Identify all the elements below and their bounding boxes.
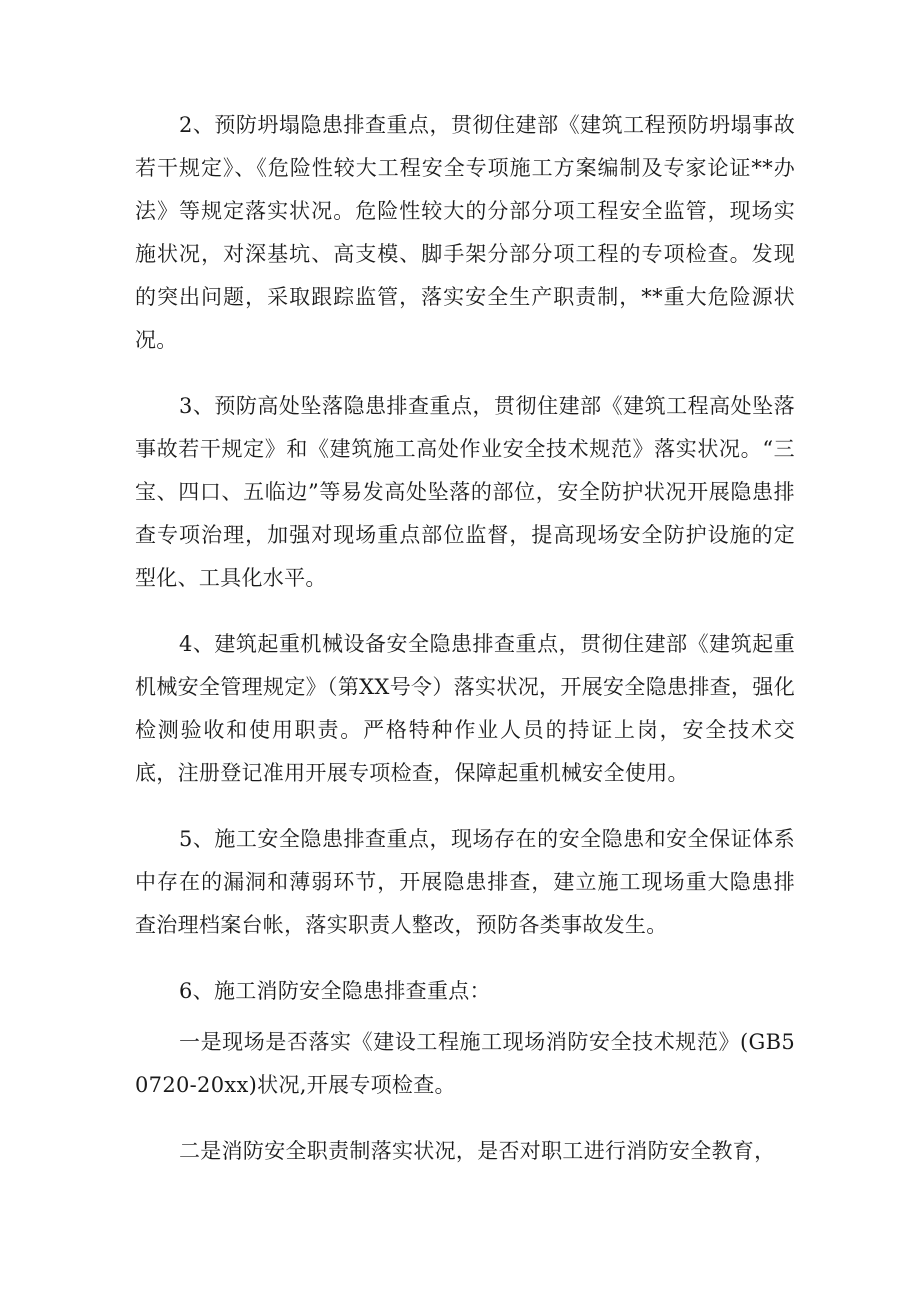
paragraph-construction-safety: 5、施工安全隐患排查重点，现场存在的安全隐患和安全保证体系中存在的漏洞和薄弱环节，开展隐患排查，建立施工现场重大隐患排查治理档案台帐，落实职责人整改，预防各类事故发生。 bbox=[135, 827, 795, 937]
paragraph-fire-safety-heading: 6、施工消防安全隐患排查重点： bbox=[179, 979, 491, 1003]
paragraph-collapse-prevention: 2、预防坍塌隐患排查重点，贯彻住建部《建筑工程预防坍塌事故若干规定》、《危险性较大工程安全专项施工方案编制及专家论证**办法》等规定落实状况。危险性较大的分部分项工程安全监管，现场实施状况，对深基坑、高支模、脚手架分部分项工程的专项检查。发现的突出问题，采取跟踪监管，落实安全生产职责制，**重大危险源状况。 bbox=[135, 113, 795, 352]
paragraph-fire-safety-item-2: 二是消防安全职责制落实状况，是否对职工进行消防安全教育， bbox=[179, 1139, 776, 1163]
paragraph-lifting-machinery: 4、建筑起重机械设备安全隐患排查重点，贯彻住建部《建筑起重机械安全管理规定》（第XX号令）落实状况，开展安全隐患排查，强化检测验收和使用职责。严格特种作业人员的持证上岗，安全技术交底，注册登记准用开展专项检查，保障起重机械安全使用。 bbox=[135, 632, 795, 785]
paragraph-fire-safety-item-1: 一是现场是否落实《建设工程施工现场消防安全技术规范》(GB50720-20xx)状况,开展专项检查。 bbox=[135, 1030, 795, 1097]
paragraph-fall-prevention: 3、预防高处坠落隐患排查重点，贯彻住建部《建筑工程高处坠落事故若干规定》和《建筑施工高处作业安全技术规范》落实状况。“三宝、四口、五临边”等易发高处坠落的部位，安全防护状况开展隐患排查专项治理，加强对现场重点部位监督，提高现场安全防护设施的定型化、工具化水平。 bbox=[135, 394, 795, 590]
document-body bbox=[135, 104, 795, 1196]
